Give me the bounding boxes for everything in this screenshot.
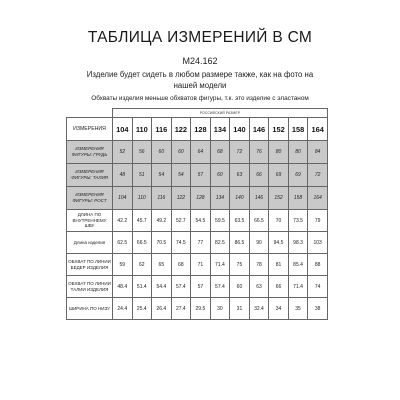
row-label: ИЗМЕРЕНИЯ ФИГУРЫ: ГРУДЬ [67,141,113,164]
table-cell: 59 [113,254,133,276]
table-cell: 66 [249,164,269,187]
table-cell: 116 [152,187,172,210]
table-cell: 66.5 [249,210,269,232]
table-cell: 60 [152,141,172,164]
size-header-cell: 152 [269,118,289,141]
table-row [67,254,328,276]
table-cell: 128 [191,187,211,210]
row-label: ДЛИНА ПО ВНУТРЕННЕМУ ШВУ [67,210,113,232]
table-row [67,187,328,210]
table-cell: 60 [230,276,250,298]
table-cell: 94.5 [269,232,289,254]
table-cell: 30 [210,298,230,320]
table-cell: 35 [288,298,308,320]
table-cell: 78 [249,254,269,276]
table-cell: 85.4 [288,254,308,276]
table-cell: 63.5 [230,210,250,232]
girth-note: Обхваты изделия меньше обхватов фигуры, т.к. это изделие с эластаном [91,95,309,102]
table-cell: 74 [308,276,328,298]
size-header-cell: 140 [230,118,250,141]
table-cell: 48.4 [113,276,133,298]
table-cell: 25.4 [132,298,152,320]
table-cell: 63 [249,276,269,298]
table-cell: 52.7 [171,210,191,232]
table-cell: 54 [171,164,191,187]
size-header-cell: 122 [171,118,191,141]
table-cell: 72 [230,141,250,164]
table-cell: 52 [113,141,133,164]
russian-size-header: РОССИЙСКИЙ РАЗМЕР [113,109,328,118]
table-cell: 51 [132,164,152,187]
table-cell: 65 [152,254,172,276]
size-header-row [67,118,328,141]
table-cell: 54.4 [152,276,172,298]
table-cell: 66 [269,276,289,298]
table-cell: 71.4 [210,254,230,276]
table-cell: 60 [171,141,191,164]
row-label: ИЗМЕРЕНИЯ ФИГУРЫ: РОСТ [67,187,113,210]
table-cell: 71 [191,254,211,276]
table-cell: 57.4 [171,276,191,298]
article-code: М24.162 [182,56,218,66]
row-label: ШИРИНА ПО НИЗУ [67,298,113,320]
table-cell: 76 [249,141,269,164]
table-cell: 54.5 [191,210,211,232]
table-cell: 68 [171,254,191,276]
table-cell: 80 [288,141,308,164]
table-row [67,141,328,164]
size-header-cell: 110 [132,118,152,141]
table-cell: 72 [308,164,328,187]
row-label: ОБХВАТ ПО ЛИНИИ ТАЛИИ ИЗДЕЛИЯ [67,276,113,298]
table-cell: 57.4 [210,276,230,298]
table-cell: 81 [269,254,289,276]
table-cell: 57 [191,164,211,187]
table-cell: 80 [269,141,289,164]
table-cell: 90 [249,232,269,254]
table-cell: 34 [269,298,289,320]
table-cell: 158 [288,187,308,210]
table-cell: 27.4 [171,298,191,320]
measurements-header: ИЗМЕРЕНИЯ [67,118,113,141]
table-row [67,210,328,232]
table-cell: 24.4 [113,298,133,320]
table-cell: 103 [308,232,328,254]
table-cell: 140 [230,187,250,210]
table-cell: 134 [210,187,230,210]
table-cell: 48 [113,164,133,187]
table-row [67,276,328,298]
size-header-cell: 116 [152,118,172,141]
table-cell: 59.5 [210,210,230,232]
table-cell: 63 [230,164,250,187]
size-header-cell: 104 [113,118,133,141]
table-cell: 84 [308,141,328,164]
table-cell: 68 [210,141,230,164]
table-cell: 104 [113,187,133,210]
table-cell: 122 [171,187,191,210]
table-cell: 56 [132,141,152,164]
size-header-cell: 164 [308,118,328,141]
table-cell: 75 [230,254,250,276]
table-cell: 62.5 [113,232,133,254]
table-cell: 74.5 [171,232,191,254]
table-cell: 38 [308,298,328,320]
table-cell: 82.5 [210,232,230,254]
supra-header-blank [67,109,113,118]
row-label: ИЗМЕРЕНИЯ ФИГУРЫ: ТАЛИЯ [67,164,113,187]
table-cell: 29.5 [191,298,211,320]
table-cell: 69 [288,164,308,187]
table-cell: 64 [191,141,211,164]
table-cell: 79 [308,210,328,232]
supra-header-row [67,109,328,118]
table-cell: 146 [249,187,269,210]
table-cell: 57 [191,276,211,298]
table-cell: 51.4 [132,276,152,298]
table-cell: 49.2 [152,210,172,232]
table-cell: 54 [152,164,172,187]
table-cell: 88 [308,254,328,276]
table-cell: 73.5 [288,210,308,232]
table-cell: 62 [132,254,152,276]
table-cell: 152 [269,187,289,210]
table-cell: 60 [210,164,230,187]
row-label: ОБХВАТ ПО ЛИНИИ БЕДЕР ИЗДЕЛИЯ [67,254,113,276]
size-header-cell: 146 [249,118,269,141]
size-header-cell: 158 [288,118,308,141]
table-row [67,298,328,320]
table-row [67,164,328,187]
table-cell: 42.2 [113,210,133,232]
size-header-cell: 134 [210,118,230,141]
size-table [66,108,328,320]
table-cell: 70.5 [152,232,172,254]
page-title: ТАБЛИЦА ИЗМЕРЕНИЙ В СМ [87,29,313,46]
table-row [67,232,328,254]
table-cell: 110 [132,187,152,210]
table-cell: 66.5 [132,232,152,254]
table-cell: 164 [308,187,328,210]
size-header-cell: 128 [191,118,211,141]
table-cell: 45.7 [132,210,152,232]
table-cell: 98.3 [288,232,308,254]
table-cell: 71.4 [288,276,308,298]
table-cell: 70 [269,210,289,232]
table-cell: 26.4 [152,298,172,320]
row-label: Длина изделия [67,232,113,254]
table-cell: 32.4 [249,298,269,320]
table-cell: 86.5 [230,232,250,254]
table-cell: 69 [269,164,289,187]
table-cell: 31 [230,298,250,320]
table-cell: 77 [191,232,211,254]
fit-note: Изделие будет сидеть в любом размере также, как на фото на нашей модели [86,70,314,90]
